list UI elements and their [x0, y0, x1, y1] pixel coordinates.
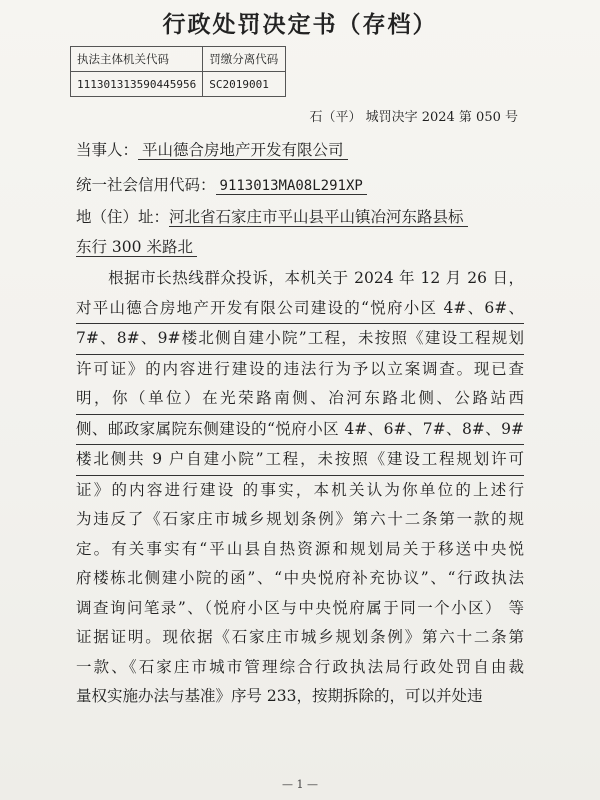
party-value: 平山德合房地产开发有限公司 — [138, 141, 348, 160]
party-row — [76, 138, 348, 160]
document-number: 石（平） 城罚决字 2024 第 050 号 — [309, 110, 518, 125]
body-line: 侧、邮政家属院东侧建设的“悦府小区 4#、6#、7#、8#、9# — [76, 415, 524, 446]
body-line: 对平山德合房地产开发有限公司建设的“悦府小区 4#、6#、 — [76, 294, 524, 325]
code-table-value-separation: SC2019001 — [203, 72, 286, 97]
body-line: 根据市长热线群众投诉，本机关于 2024 年 12 月 26 日， — [76, 269, 524, 287]
body-line: 楼北侧共 9 户自建小院”工程，未按照《建设工程规划许可 — [76, 445, 524, 476]
party-label: 当事人： — [76, 141, 139, 159]
body-line: 一款、《石家庄市城市管理综合行政执法局行政处罚自由裁 — [76, 657, 524, 676]
credit-code-row — [76, 173, 367, 195]
document-title: 行政处罚决定书（存档） — [162, 11, 438, 38]
body-line: 许可证》的内容进行建设的违法行为予以立案调查。现已查 — [76, 359, 524, 378]
address-label: 地（住）址： — [76, 208, 170, 226]
credit-code-value: 9113013MA08L291XP — [216, 178, 367, 195]
body-line: 定。有关事实有“平山县自热资源和规划局关于移送中央悦 — [76, 539, 524, 558]
address-row — [76, 205, 468, 227]
credit-code-label: 统一社会信用代码： — [76, 176, 216, 194]
body-line: 调查询问笔录”、（悦府小区与中央悦府属于同一个小区） 等 — [76, 598, 524, 617]
code-table-value-authority: 111301313590445956 — [71, 72, 203, 97]
body-line: 证据证明。现依据《石家庄市城乡规划条例》第六十二条第 — [76, 628, 524, 646]
body-text — [76, 264, 524, 712]
body-line: 证》的内容进行建设 的事实，本机关认为你单位的上述行 — [76, 480, 524, 499]
code-table-header-row — [71, 47, 286, 72]
code-table-value-row — [71, 72, 286, 97]
code-table-header-separation: 罚缴分离代码 — [203, 47, 286, 72]
body-line: 量权实施办法与基准》序号 233，按期拆除的，可以并处违 — [76, 687, 483, 705]
code-table-header-authority: 执法主体机关代码 — [71, 47, 203, 72]
address-row-2 — [76, 235, 197, 257]
code-table — [70, 46, 286, 97]
address-line-1: 河北省石家庄市平山县平山镇冶河东路县标 — [169, 208, 468, 227]
page-number: — 1 — — [282, 778, 318, 791]
body-line: 明，你（单位）在光荣路南侧、冶河东路北侧、公路站西 — [76, 384, 524, 415]
body-line: 府楼栋北侧建小院的函”、“中央悦府补充协议”、“行政执法 — [76, 569, 524, 587]
address-line-2: 东行 300 米路北 — [76, 238, 197, 257]
body-line: 7#、8#、9#楼北侧自建小院”工程，未按照《建设工程规划 — [76, 324, 524, 355]
body-line: 为违反了《石家庄市城乡规划条例》第六十二条第一款的规 — [76, 510, 524, 528]
